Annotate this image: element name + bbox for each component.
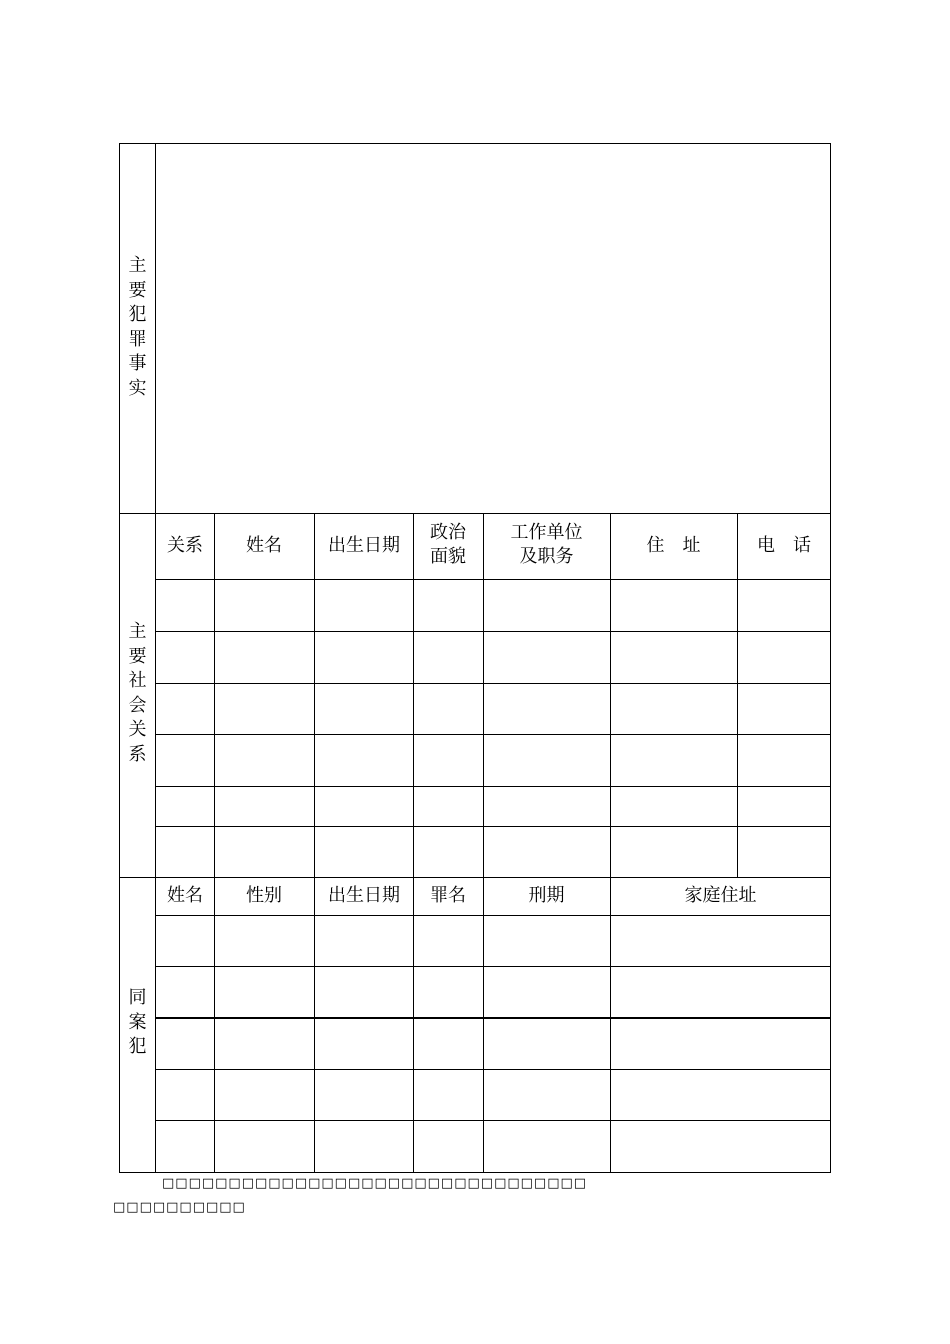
row-divider-thick — [155, 1017, 831, 1019]
accomplices-label: 同 案 犯 — [128, 987, 147, 1057]
row-divider — [155, 734, 831, 735]
col-divider — [214, 513, 215, 877]
col-divider — [610, 513, 611, 877]
header-workplace-position: 工作单位 及职务 — [510, 522, 583, 567]
header-sentence: 刑期 — [528, 885, 565, 906]
row-divider — [155, 683, 831, 684]
header-gender: 性别 — [246, 885, 282, 906]
header-name: 姓名 — [246, 535, 282, 556]
header-birth-date: 出生日期 — [328, 885, 400, 906]
row-divider — [155, 1120, 831, 1121]
row-divider — [155, 826, 831, 827]
row-divider — [155, 966, 831, 967]
row-divider — [155, 786, 831, 787]
header-home-address: 家庭住址 — [684, 885, 757, 906]
col-divider — [214, 877, 215, 1173]
col-divider — [483, 877, 484, 1173]
row-divider — [155, 631, 831, 632]
header-political-status: 政治 面貌 — [430, 522, 466, 567]
section-divider — [119, 513, 831, 514]
col-divider — [737, 513, 738, 877]
header-name: 姓名 — [167, 885, 203, 906]
row-divider — [155, 1069, 831, 1070]
col-divider — [610, 877, 611, 1173]
footer-line-2: □□□□□□□□□□ — [113, 1200, 246, 1215]
section-divider — [119, 877, 831, 878]
social-relations-label: 主 要 社 会 关 系 — [128, 621, 147, 765]
crime-facts-label: 主 要 犯 罪 事 实 — [128, 255, 147, 399]
header-birth-date: 出生日期 — [328, 535, 400, 556]
table-border-bottom — [119, 1172, 831, 1173]
col-divider — [413, 877, 414, 1173]
row-divider — [155, 915, 831, 916]
footer-line-1: □□□□□□□□□□□□□□□□□□□□□□□□□□□□□□□□ — [162, 1176, 588, 1191]
header-phone: 电 话 — [757, 535, 811, 556]
col-divider — [314, 877, 315, 1173]
crime-facts-field[interactable] — [156, 144, 830, 513]
header-charge: 罪名 — [430, 885, 466, 906]
header-address: 住 址 — [646, 535, 701, 556]
header-relation: 关系 — [167, 535, 203, 556]
col-divider — [314, 513, 315, 877]
row-divider — [155, 579, 831, 580]
